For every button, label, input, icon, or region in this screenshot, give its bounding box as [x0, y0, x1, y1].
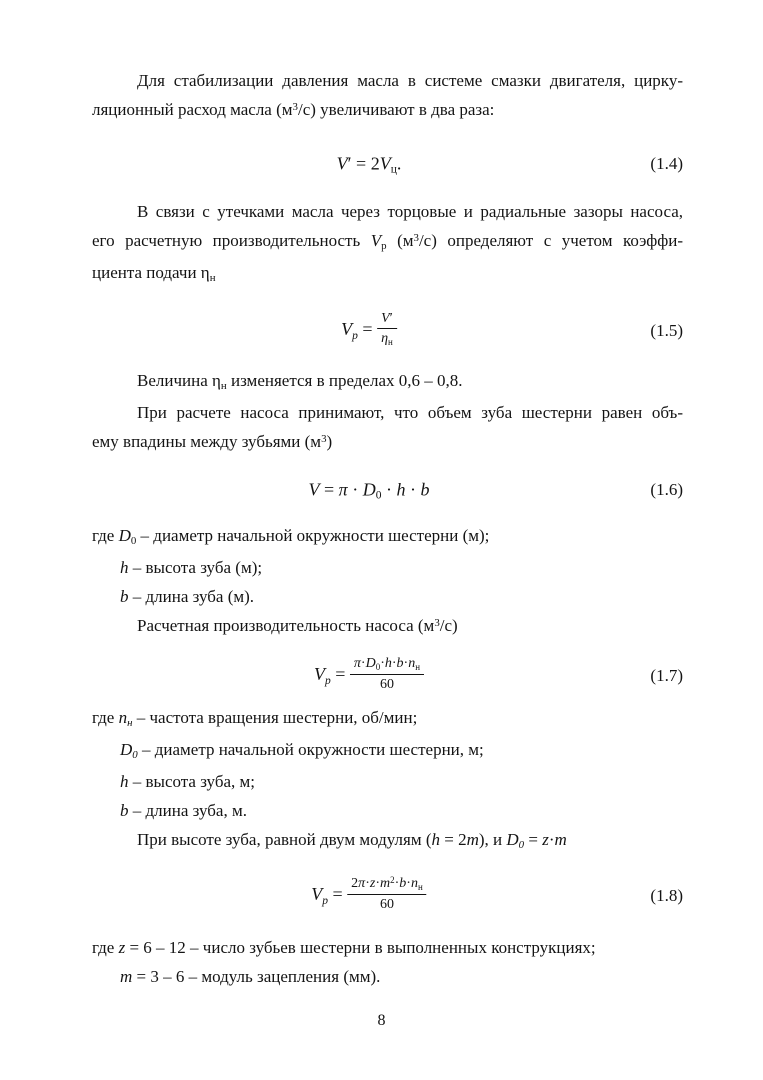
text-run: В связи с утечками масла через торцовые и радиальные зазоры насоса, [137, 202, 683, 221]
text-run: D [120, 740, 133, 759]
text-run: V [336, 153, 348, 174]
text-run: – длина зуба, м. [128, 801, 247, 820]
text-run: р [381, 240, 387, 253]
text-run: · [380, 656, 385, 671]
text-run: 0 [132, 749, 138, 762]
fraction [350, 655, 424, 693]
text-run: . [396, 153, 402, 174]
equation-1-6-formula [308, 479, 430, 503]
definition-D0-m [92, 521, 683, 553]
text-run: При высоте зуба, равной двум модулям ( [137, 830, 432, 849]
equation-1-8-number: (1.8) [650, 886, 683, 905]
text-run: 60 [379, 677, 394, 692]
text-run: /с) увеличивают в два раза: [297, 100, 495, 119]
definition-z [92, 933, 683, 962]
text-run: При расчете насоса принимают, что объем зуба шестерни равен объ- [137, 403, 683, 422]
equation-1-7-number: (1.7) [650, 666, 683, 685]
text-run: · [548, 830, 555, 849]
text-run: Величина η [137, 371, 221, 390]
equation-1-4-formula [336, 153, 402, 177]
text-run: · [347, 479, 363, 500]
text-run: · [360, 656, 366, 671]
equation-row-1-6 [92, 473, 683, 507]
paragraph-leakage-line-3 [92, 258, 683, 290]
text-run: m [466, 830, 479, 849]
equation-1-7-formula [314, 657, 424, 695]
text-run: · [406, 876, 411, 891]
paragraph-tooth-volume-line-2 [92, 427, 683, 459]
text-run: ему впадины между зубьями (м [92, 432, 322, 451]
paragraph-leakage-line-1 [92, 197, 683, 226]
equation-1-5-formula [341, 312, 397, 350]
text-run: /с) определяют с учетом коэффи- [418, 231, 683, 250]
text-run: n [118, 708, 128, 727]
text-run: ′ [389, 311, 393, 326]
text-run: n [408, 656, 416, 671]
text-run: · [405, 479, 421, 500]
text-run: π [353, 656, 361, 671]
text-run: = 3 – 6 – модуль зацепления (мм). [132, 967, 381, 986]
text-run: D [362, 479, 376, 500]
text-run: · [365, 876, 370, 891]
equation-row-1-8 [92, 871, 683, 921]
equation-row-1-5 [92, 306, 683, 356]
text-run: 2 [390, 874, 395, 885]
text-run: m [120, 967, 133, 986]
text-run: π [338, 479, 348, 500]
text-run: 3 [413, 231, 419, 244]
text-run: V [311, 884, 323, 905]
definition-n [92, 703, 683, 735]
text-run: V [308, 479, 320, 500]
text-run: н [415, 661, 421, 672]
text-run: · [375, 876, 380, 891]
fraction [377, 310, 397, 348]
text-run: z [118, 938, 126, 957]
paragraph-rated-capacity [92, 611, 683, 643]
fraction-denominator [350, 675, 424, 693]
text-run: m [554, 830, 567, 849]
text-run: (м [386, 231, 414, 250]
text-run: V [313, 664, 325, 685]
text-run: = [524, 830, 543, 849]
text-run: 3 [321, 432, 327, 445]
text-run: где [92, 526, 119, 545]
definition-b-m [92, 582, 683, 611]
text-run: h [384, 656, 392, 671]
text-run: · [403, 656, 409, 671]
text-run: = 6 – 12 – число зубьев шестерни в выполненных конструкциях; [125, 938, 596, 957]
paragraph-tooth-volume-line-1 [92, 398, 683, 427]
definition-h-m [92, 553, 683, 582]
text-run: V [379, 153, 391, 174]
text-run: н [209, 272, 216, 285]
text-run: 3 [292, 100, 298, 113]
text-run: h [120, 772, 129, 791]
text-run: ) [326, 432, 333, 451]
text-run: b [396, 656, 404, 671]
definition-D0 [92, 735, 683, 767]
text-run: V [381, 311, 390, 326]
fraction-numerator [377, 310, 397, 329]
text-run: D [118, 526, 131, 545]
text-run: 60 [379, 897, 394, 912]
text-run: 0 [375, 661, 381, 672]
text-run: 3 [434, 616, 440, 629]
equation-1-5-lhs [341, 319, 378, 342]
text-run: z [369, 876, 376, 891]
text-run: b [399, 876, 407, 891]
text-run: D [365, 656, 376, 671]
text-run: ′ = 2 [347, 153, 380, 174]
definition-b [92, 796, 683, 825]
paragraph-leakage-line-2 [92, 226, 683, 258]
text-run: 0 [518, 839, 525, 852]
text-run: m [379, 876, 391, 891]
text-run: h [396, 479, 406, 500]
text-run: π [358, 876, 366, 891]
fraction-numerator [350, 655, 424, 675]
text-run: p [322, 894, 329, 907]
text-run: = [330, 664, 350, 685]
text-run: = [319, 479, 339, 500]
text-column [92, 66, 683, 991]
text-run: p [324, 674, 331, 687]
definition-h [92, 767, 683, 796]
text-run: h [431, 830, 440, 849]
fraction-denominator [347, 895, 427, 913]
text-run: – диаметр начальной окружности шестерни, м; [137, 740, 484, 759]
equation-1-6-number: (1.6) [650, 480, 683, 499]
page-number: 8 [377, 1012, 386, 1029]
text-run: 0 [375, 490, 382, 503]
text-run: b [120, 801, 129, 820]
text-run: где [92, 938, 119, 957]
equation-1-8-formula [311, 874, 426, 915]
text-run: b [120, 587, 129, 606]
fraction [347, 875, 427, 913]
text-run: – диаметр начальной окружности шестерни (м); [136, 526, 490, 545]
text-run: – длина зуба (м). [128, 587, 255, 606]
text-run: 0 [130, 535, 137, 548]
equation-1-4-number: (1.4) [650, 154, 683, 173]
definition-m [92, 962, 683, 991]
equation-1-5-number: (1.5) [650, 321, 683, 340]
text-run: /с) [439, 616, 458, 635]
equation-1-8-lhs [311, 884, 348, 907]
text-run: ц [390, 164, 397, 177]
text-run: b [420, 479, 430, 500]
text-run: p [352, 329, 358, 342]
text-run: циента подачи η [92, 263, 210, 282]
paragraph-tooth-height-modules [92, 825, 683, 857]
text-run: его расчетную производительность [92, 231, 371, 250]
text-run: D [506, 830, 519, 849]
text-run: 2 [351, 876, 359, 891]
equation-row-1-7 [92, 651, 683, 701]
fraction-denominator [377, 329, 397, 348]
paragraph-oil-pressure-line-1 [92, 66, 683, 95]
text-run: н [220, 380, 227, 393]
text-run: = [357, 319, 378, 340]
text-run: n [410, 876, 418, 891]
text-run: изменяется в пределах 0,6 – 0,8. [226, 371, 463, 390]
fraction-numerator [347, 875, 427, 895]
text-run: – высота зуба, м; [128, 772, 256, 791]
text-run: ), и [478, 830, 507, 849]
text-run: · [381, 479, 397, 500]
text-run: · [394, 876, 400, 891]
text-run: Расчетная производительность насоса (м [137, 616, 435, 635]
paragraph-oil-pressure-line-2 [92, 95, 683, 127]
text-run: н [417, 881, 423, 892]
text-run: · [391, 656, 397, 671]
text-run: η [381, 331, 389, 346]
text-run: z [542, 830, 549, 849]
text-run: ляционный расход масла (м [92, 100, 293, 119]
text-run: h [120, 558, 129, 577]
text-run: – высота зуба (м); [128, 558, 263, 577]
text-run: V [370, 231, 382, 250]
paragraph-eta-range [92, 366, 683, 398]
equation-row-1-4 [92, 147, 683, 181]
text-run: = [328, 884, 348, 905]
text-run: V [341, 319, 353, 340]
text-run: н [388, 336, 393, 347]
text-run: = 2 [440, 830, 467, 849]
text-run: – частота вращения шестерни, об/мин; [132, 708, 418, 727]
text-run: где [92, 708, 119, 727]
equation-1-7-lhs [313, 664, 350, 687]
text-run: Для стабилизации давления масла в системе смазки двигателя, цирку- [137, 71, 683, 90]
text-run: н [127, 717, 133, 730]
